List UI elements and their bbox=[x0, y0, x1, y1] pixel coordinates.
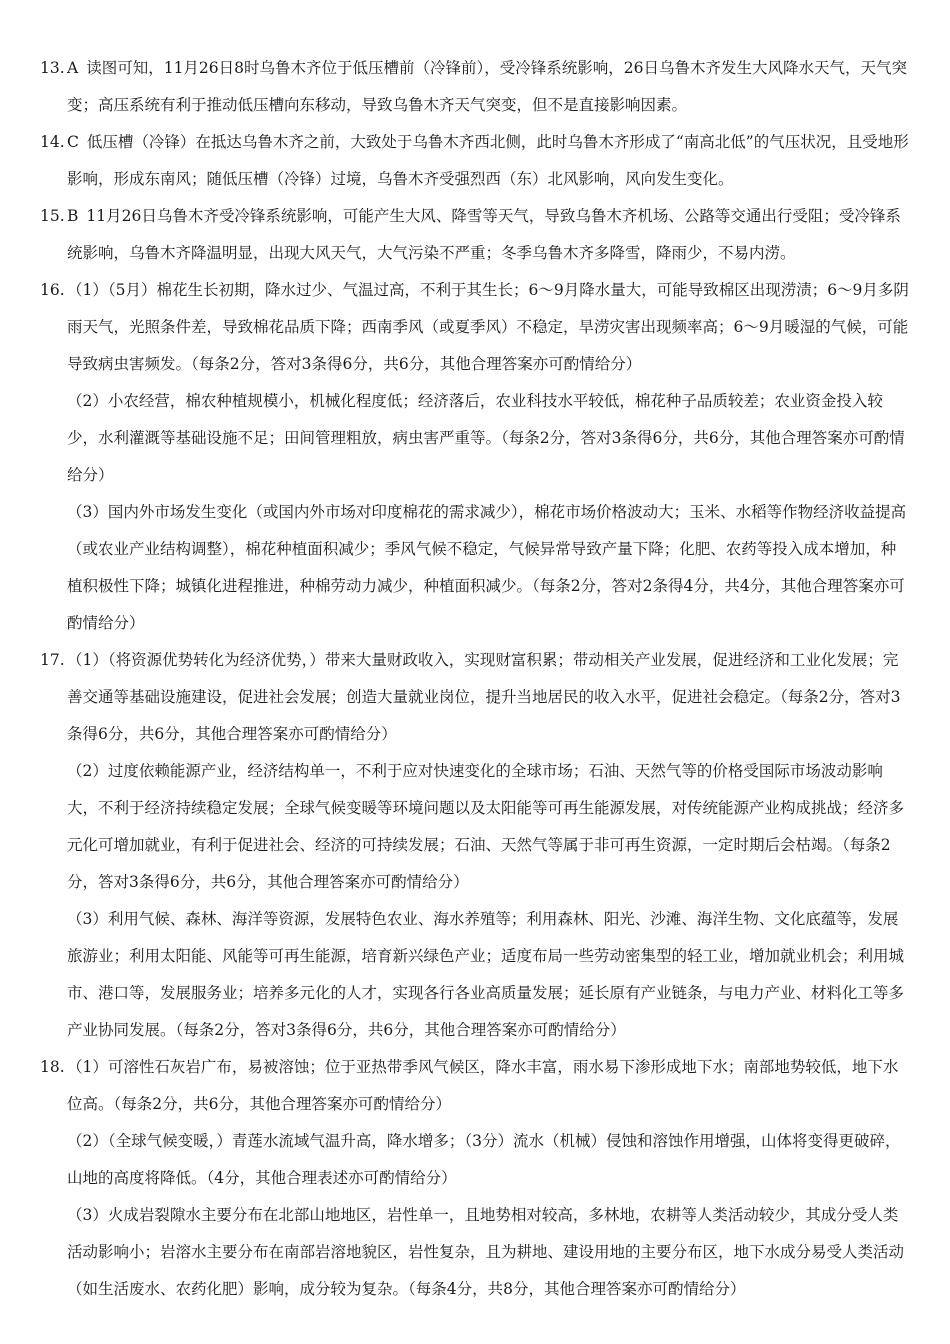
sub-answer-3: （3）利用气候、森林、海洋等资源，发展特色农业、海水养殖等；利用森林、阳光、沙滩、海洋生物、文化底蕴等，发展旅游业；利用太阳能、风能等可再生能源，培育新兴绿色产业；适度布局一些劳动密集型的轻工业，增加就业机会；利用城市、港口等，发展服务业；培养多元化的人才，实现各行各业高质量发展；延长原有产业链条，与电力产业、材料化工等多产业协同发展。（每条2分，答对3条得6分，共6分，其他合理答案亦可酌情给分） bbox=[67, 910, 905, 1039]
question-13 bbox=[40, 50, 910, 124]
answer-choice: C bbox=[67, 133, 79, 151]
question-17 bbox=[40, 642, 910, 1049]
answer-choice: A bbox=[67, 59, 79, 77]
sub-answer-3: （3）火成岩裂隙水主要分布在北部山地地区，岩性单一，且地势相对较高，多林地，农耕等人类活动较少，其成分受人类活动影响小；岩溶水主要分布在南部岩溶地貌区，岩性复杂，且为耕地、建设用地的主要分布区，地下水成分易受人类活动（如生活废水、农药化肥）影响，成分较为复杂。（每条4分，共8分，其他合理答案亦可酌情给分） bbox=[67, 1206, 905, 1298]
question-number: 16. bbox=[40, 281, 65, 299]
question-number: 14. bbox=[40, 133, 65, 151]
explanation-text: 读图可知，11月26日8时乌鲁木齐位于低压槽前（冷锋前），受冷锋系统影响，26日乌鲁木齐发生大风降水天气，天气突变；高压系统有利于推动低压槽向东移动，导致乌鲁木齐天气突变，但不是直接影响因素。 bbox=[67, 59, 907, 114]
sub-answer-2: （2）小农经营，棉农种植规模小，机械化程度低；经济落后，农业科技水平较低，棉花种子品质较差；农业资金投入较少，水利灌溉等基础设施不足；田间管理粗放，病虫害严重等。（每条2分，答对3条得6分，共6分，其他合理答案亦可酌情给分） bbox=[67, 392, 905, 484]
explanation-text: 低压槽（冷锋）在抵达乌鲁木齐之前，大致处于乌鲁木齐西北侧，此时乌鲁木齐形成了“南高北低”的气压状况，且受地形影响，形成东南风；随低压槽（冷锋）过境，乌鲁木齐受强烈西（东）北风影响，风向发生变化。 bbox=[67, 133, 909, 188]
sub-answer-2: （2）过度依赖能源产业，经济结构单一，不利于应对快速变化的全球市场；石油、天然气等的价格受国际市场波动影响大，不利于经济持续稳定发展；全球气候变暖等环境问题以及太阳能等可再生能源发展，对传统能源产业构成挑战；经济多元化可增加就业，有利于促进社会、经济的可持续发展；石油、天然气等属于非可再生资源，一定时期后会枯竭。（每条2分，答对3条得6分，共6分，其他合理答案亦可酌情给分） bbox=[67, 762, 905, 891]
question-16 bbox=[40, 272, 910, 642]
question-15 bbox=[40, 198, 910, 272]
question-number: 17. bbox=[40, 651, 65, 669]
sub-answer-1: （1）可溶性石灰岩广布，易被溶蚀；位于亚热带季风气候区，降水丰富，雨水易下渗形成地下水；南部地势较低，地下水位高。（每条2分，共6分，其他合理答案亦可酌情给分） bbox=[67, 1058, 899, 1113]
question-number: 18. bbox=[40, 1058, 65, 1076]
sub-answer-1: （1）（5月）棉花生长初期，降水过少、气温过高，不利于其生长；6～9月降水量大，可能导致棉区出现涝渍；6～9月多阴雨天气，光照条件差，导致棉花品质下降；西南季风（或夏季风）不稳定，旱涝灾害出现频率高；6～9月暖湿的气候，可能导致病虫害频发。（每条2分，答对3条得6分，共6分，其他合理答案亦可酌情给分） bbox=[67, 281, 909, 373]
question-number: 13. bbox=[40, 59, 65, 77]
question-18 bbox=[40, 1049, 910, 1308]
sub-answer-2: （2）（全球气候变暖，）青莲水流域气温升高，降水增多；（3分）流水（机械）侵蚀和溶蚀作用增强，山体将变得更破碎，山地的高度将降低。（4分，其他合理表述亦可酌情给分） bbox=[67, 1132, 901, 1187]
question-number: 15. bbox=[40, 207, 65, 225]
sub-answer-1: （1）（将资源优势转化为经济优势，）带来大量财政收入，实现财富积累；带动相关产业发展，促进经济和工业化发展；完善交通等基础设施建设，促进社会发展；创造大量就业岗位，提升当地居民的收入水平，促进社会稳定。（每条2分，答对3条得6分，共6分，其他合理答案亦可酌情给分） bbox=[67, 651, 901, 743]
answer-choice: B bbox=[67, 207, 79, 225]
explanation-text: 11月26日乌鲁木齐受冷锋系统影响，可能产生大风、降雪等天气，导致乌鲁木齐机场、公路等交通出行受阻；受冷锋系统影响，乌鲁木齐降温明显，出现大风天气，大气污染不严重；冬季乌鲁木齐多降雪，降雨少，不易内涝。 bbox=[67, 207, 901, 262]
question-14 bbox=[40, 124, 910, 198]
sub-answer-3: （3）国内外市场发生变化（或国内外市场对印度棉花的需求减少），棉花市场价格波动大；玉米、水稻等作物经济收益提高（或农业产业结构调整），棉花种植面积减少；季风气候不稳定，气候异常导致产量下降；化肥、农药等投入成本增加，种植积极性下降；城镇化进程推进，种棉劳动力减少，种植面积减少。（每条2分，答对2条得4分，共4分，其他合理答案亦可酌情给分） bbox=[67, 503, 907, 632]
